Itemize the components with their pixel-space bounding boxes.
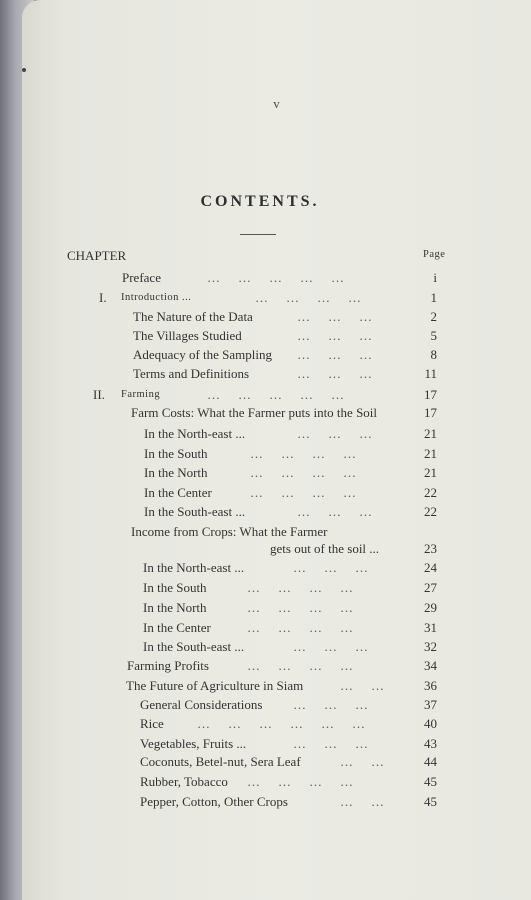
toc-entry-text: Introduction ... (121, 292, 192, 303)
margin-mark (22, 68, 26, 72)
toc-entry-text: In the South (144, 446, 208, 461)
chapter-header: CHAPTER (67, 248, 127, 263)
toc-entry-text: General Considerations (140, 697, 263, 712)
page-folio: v (273, 96, 280, 111)
toc-entry-page: 45 (424, 774, 437, 789)
leader-dots: … … … … (247, 658, 354, 673)
toc-entry-text: Vegetables, Fruits ... (140, 736, 247, 751)
toc-entry-number: II. (93, 387, 105, 402)
leader-dots: … … (340, 754, 385, 769)
toc-entry-page: 23 (424, 541, 437, 556)
leader-dots: … … … (297, 328, 373, 343)
toc-entry-page: 22 (424, 504, 437, 519)
leader-dots: … … … … (250, 446, 357, 461)
toc-entry-text: In the North-east ... (143, 560, 245, 575)
leader-dots: … … … (297, 309, 373, 324)
toc-entry-page: 43 (424, 736, 437, 751)
leader-dots: … … … … (247, 580, 354, 595)
toc-entry-text: Farming (121, 389, 161, 400)
toc-entry-page: 17 (424, 387, 437, 402)
toc-entry-text: Farming Profits (127, 658, 209, 673)
toc-entry-page: 21 (424, 426, 437, 441)
leader-dots: … … … … … … (197, 716, 366, 731)
toc-entry-text: In the South-east ... (143, 639, 245, 654)
leader-dots: … … … … (250, 465, 357, 480)
toc-entry-page: 24 (424, 560, 437, 575)
toc-entry-page: i (433, 270, 437, 285)
toc-entry-page: 34 (424, 658, 437, 673)
leader-dots: … … … … … (207, 270, 345, 285)
toc-entry-text: In the South-east ... (144, 504, 246, 519)
toc-entry-text: Rubber, Tobacco (140, 774, 228, 789)
leader-dots: … … … (297, 426, 373, 441)
toc-entry-page: 22 (424, 485, 437, 500)
leader-dots: … … … (293, 736, 369, 751)
toc-entry-page: 44 (424, 754, 437, 769)
toc-entry-page: 8 (430, 347, 437, 362)
toc-entry-text: In the Center (143, 620, 211, 635)
leader-dots: … … … (297, 366, 373, 381)
leader-dots: … … … (293, 697, 369, 712)
toc-entry-text: The Future of Agriculture in Siam (126, 678, 304, 693)
toc-entry-text: The Nature of the Data (133, 309, 253, 324)
toc-entry-text: Rice (140, 716, 164, 731)
title-rule (240, 234, 276, 235)
toc-entry-text: In the North (143, 600, 207, 615)
toc-entry-page: 27 (424, 580, 437, 595)
toc-entry-page: 17 (424, 405, 437, 420)
toc-entry-text: Coconuts, Betel-nut, Sera Leaf (140, 754, 301, 769)
leader-dots: … … (340, 678, 385, 693)
toc-entry-text: Farm Costs: What the Farmer puts into the Soil (131, 405, 378, 420)
toc-entry-text: The Villages Studied (133, 328, 242, 343)
toc-entry-page: 29 (424, 600, 437, 615)
toc-entry-page: 45 (424, 794, 437, 809)
toc-entry-text: Pepper, Cotton, Other Crops (140, 794, 288, 809)
toc-entry-text: Preface (122, 270, 161, 285)
leader-dots: … … (340, 794, 385, 809)
toc-entry-number: I. (99, 290, 107, 305)
toc-entry-page: 40 (424, 716, 437, 731)
contents-title: CONTENTS. (200, 193, 320, 210)
leader-dots: … … … … (255, 290, 362, 305)
leader-dots: … … … … (247, 620, 354, 635)
leader-dots: … … … (293, 639, 369, 654)
page-header: Page (423, 249, 446, 260)
leader-dots: … … … … … (207, 387, 345, 402)
toc-entry-text: In the Center (144, 485, 212, 500)
leader-dots: … … … … (247, 774, 354, 789)
toc-entry-text: Adequacy of the Sampling (133, 347, 272, 362)
toc-entry-page: 5 (430, 328, 437, 343)
leader-dots: … … … … (250, 485, 357, 500)
book-page (22, 0, 531, 900)
toc-entry-page: 21 (424, 446, 437, 461)
leader-dots: … … … (293, 560, 369, 575)
toc-entry-text: In the North-east ... (144, 426, 246, 441)
toc-entry-page: 1 (430, 290, 437, 305)
toc-entry-page: 37 (424, 697, 437, 712)
leader-dots: … … … (297, 504, 373, 519)
toc-entry-page: 31 (424, 620, 437, 635)
toc-entry-text: Terms and Definitions (133, 366, 250, 381)
leader-dots: … … … … (247, 600, 354, 615)
toc-entry-page: 32 (424, 639, 437, 654)
toc-entry-page: 21 (424, 465, 437, 480)
toc-entry-text: In the North (144, 465, 208, 480)
toc-entry-page: 2 (430, 309, 437, 324)
toc-entry-page: 11 (424, 366, 437, 381)
toc-entry-text: Income from Crops: What the Farmer (131, 524, 328, 539)
toc-entry-page: 36 (424, 678, 437, 693)
toc-entry-text: In the South (143, 580, 207, 595)
toc-entry-text: gets out of the soil ... (270, 541, 380, 556)
leader-dots: … … … (297, 347, 373, 362)
